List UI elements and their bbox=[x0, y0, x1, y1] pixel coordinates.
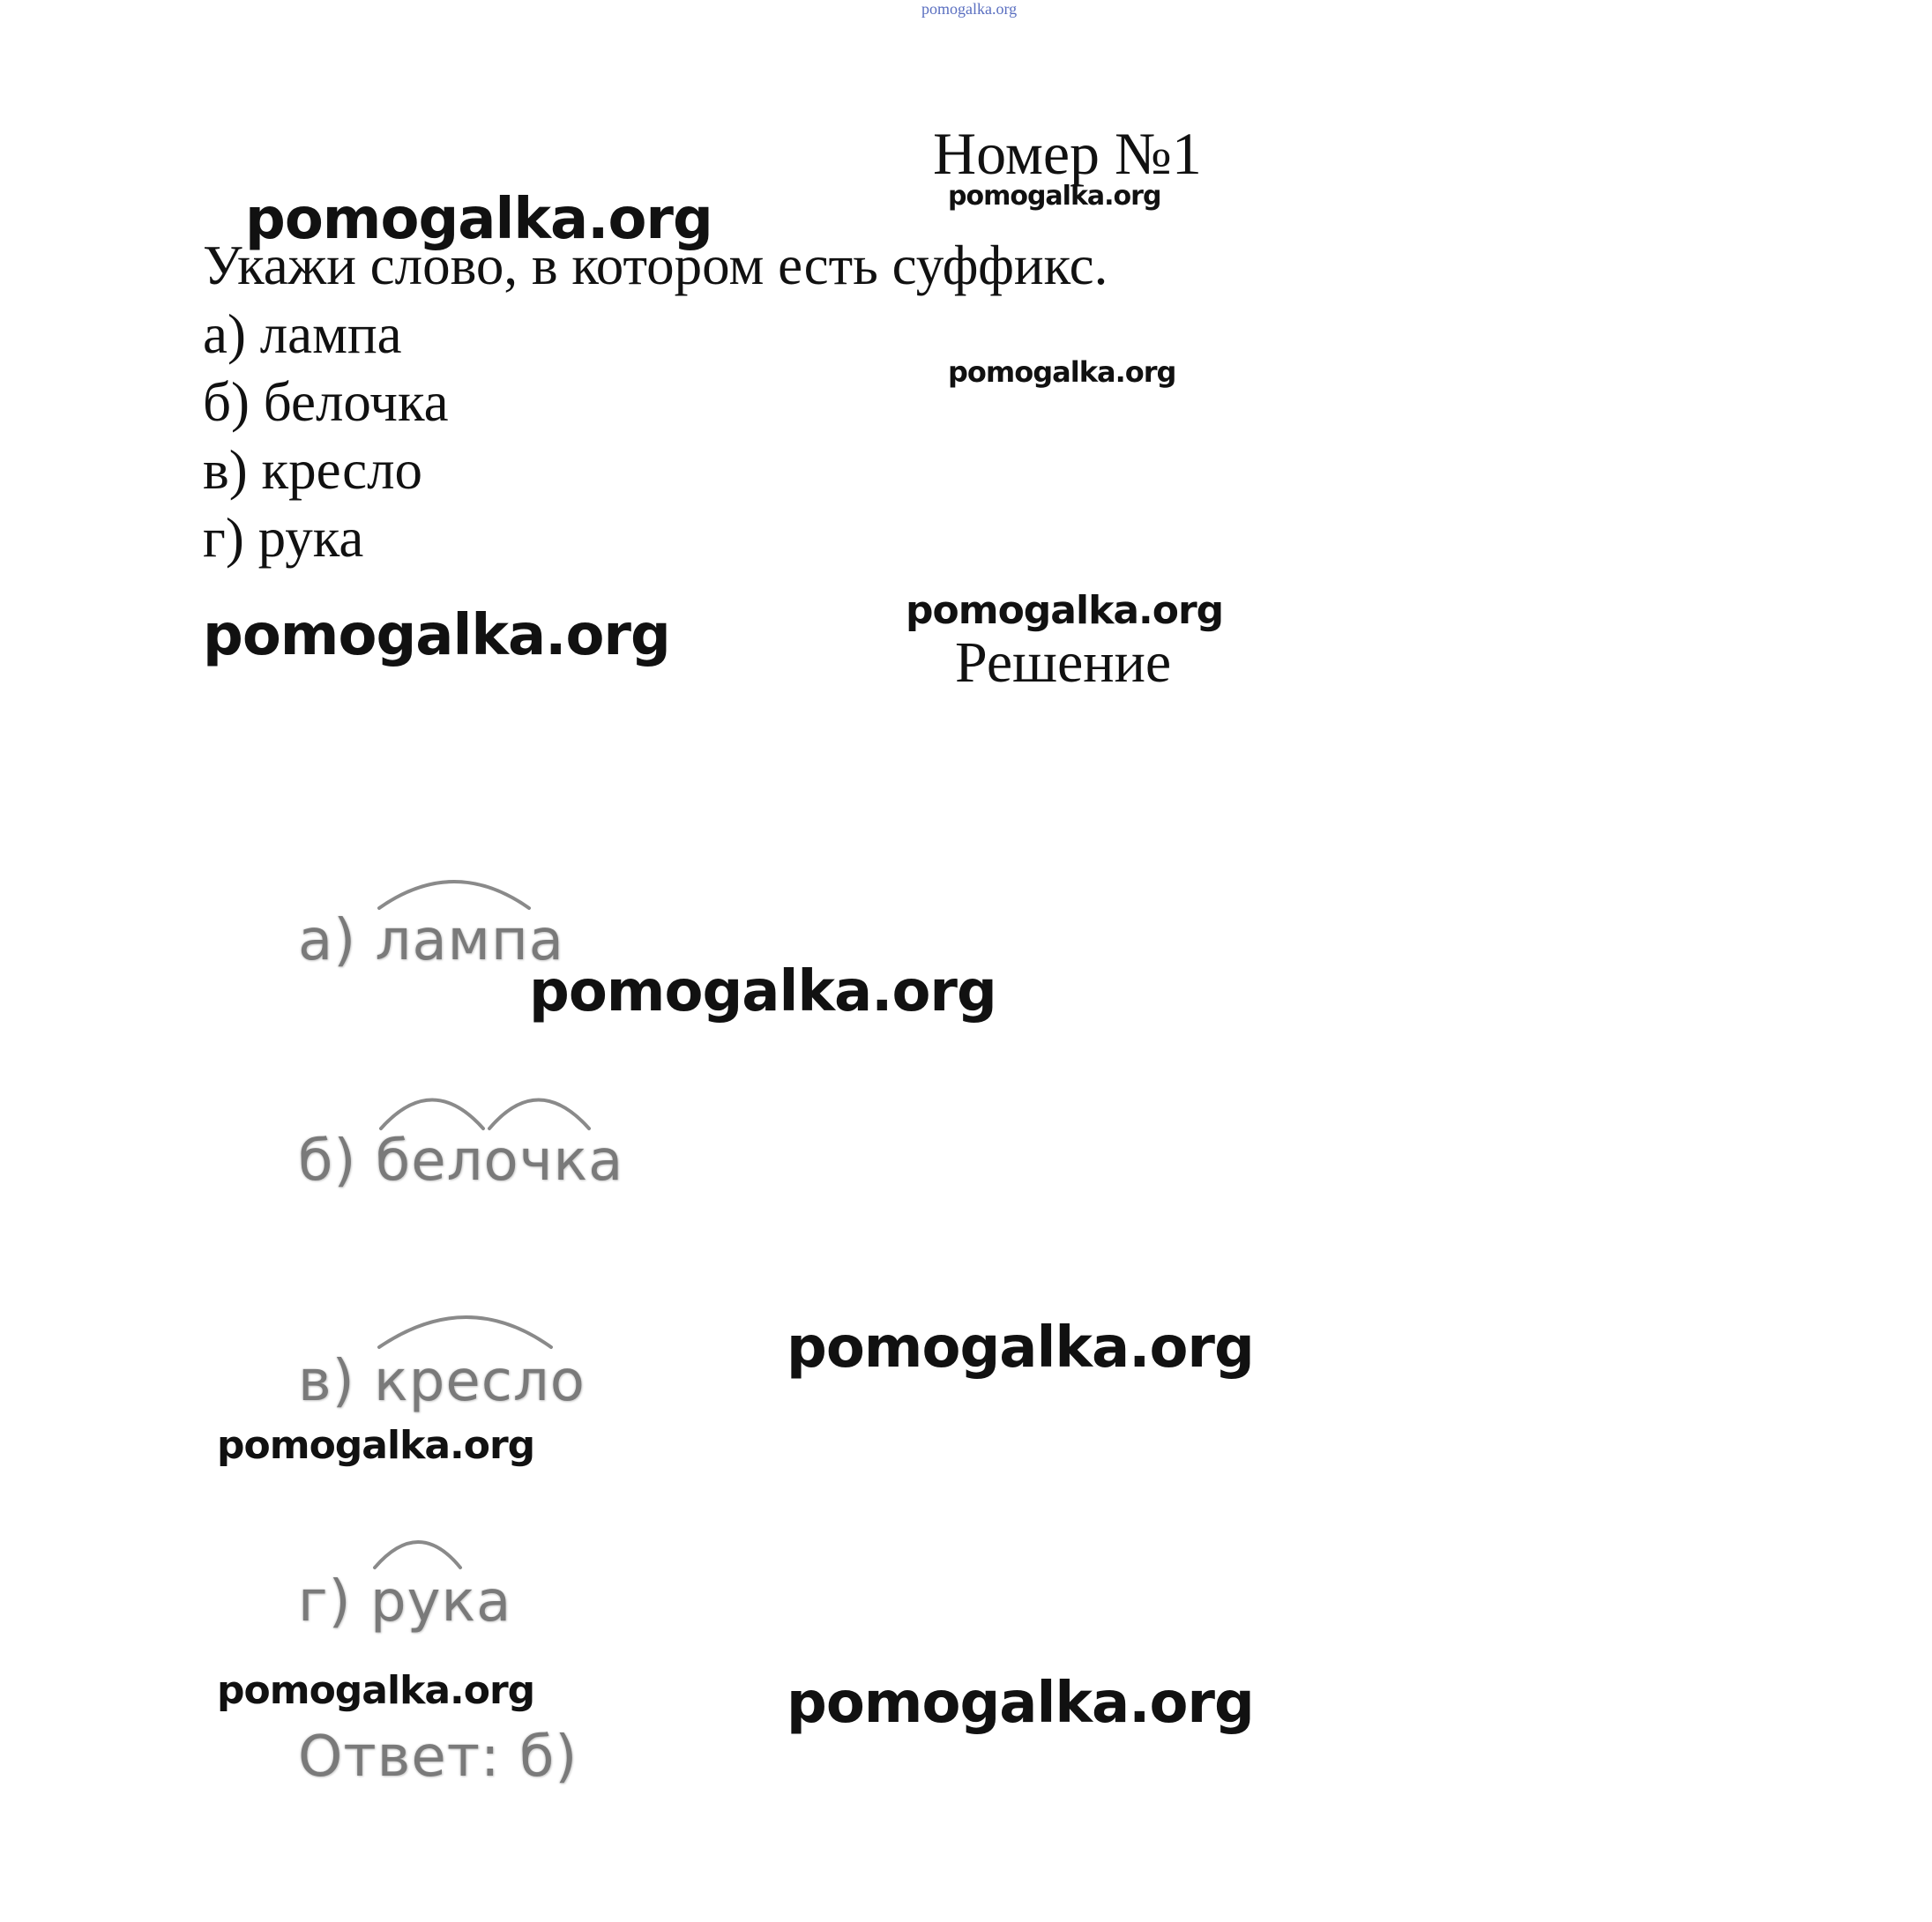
option-a: а) лампа bbox=[203, 303, 402, 365]
solution-word: кресло bbox=[374, 1349, 586, 1414]
solution-word-d bbox=[298, 1569, 511, 1635]
task-question: Укажи слово, в котором есть суффикс. bbox=[203, 235, 1108, 296]
solution-label: а) bbox=[298, 908, 357, 973]
option-d: г) рука bbox=[203, 507, 364, 569]
watermark: pomogalka.org bbox=[948, 181, 1161, 212]
solution-label: в) bbox=[298, 1349, 355, 1414]
solution-label: б) bbox=[298, 1129, 357, 1194]
watermark: pomogalka.org bbox=[245, 187, 712, 252]
root-arc-ruka bbox=[375, 1542, 460, 1568]
option-b: б) белочка bbox=[203, 371, 449, 433]
answer: Ответ: б) bbox=[298, 1725, 578, 1790]
solution-word: рука bbox=[369, 1569, 512, 1635]
watermark: pomogalka.org bbox=[948, 355, 1176, 389]
watermark: pomogalka.org bbox=[203, 603, 670, 668]
root-arc-belochka bbox=[381, 1100, 483, 1129]
root-arc-kreslo bbox=[379, 1317, 551, 1347]
solution-label: г) bbox=[298, 1569, 352, 1635]
suffix-arc-belochka bbox=[489, 1100, 589, 1129]
solution-word-b bbox=[298, 1129, 623, 1194]
solution-word-a bbox=[298, 908, 564, 973]
solution-heading: Решение bbox=[955, 630, 1172, 695]
solution-word: лампа bbox=[375, 908, 564, 973]
solution-word-c bbox=[298, 1349, 586, 1414]
watermark: pomogalka.org bbox=[787, 1671, 1254, 1736]
watermark: pomogalka.org bbox=[787, 1315, 1254, 1381]
option-c: в) кресло bbox=[203, 439, 423, 501]
watermark: pomogalka.org bbox=[217, 1668, 535, 1713]
root-arc-lampa bbox=[379, 882, 529, 908]
task-title: Номер №1 bbox=[933, 120, 1202, 187]
watermark: pomogalka.org bbox=[217, 1423, 535, 1468]
site-link[interactable]: pomogalka.org bbox=[921, 0, 1018, 18]
watermark: pomogalka.org bbox=[906, 588, 1224, 633]
solution-word: белочка bbox=[375, 1129, 624, 1194]
watermark: pomogalka.org bbox=[529, 959, 996, 1024]
